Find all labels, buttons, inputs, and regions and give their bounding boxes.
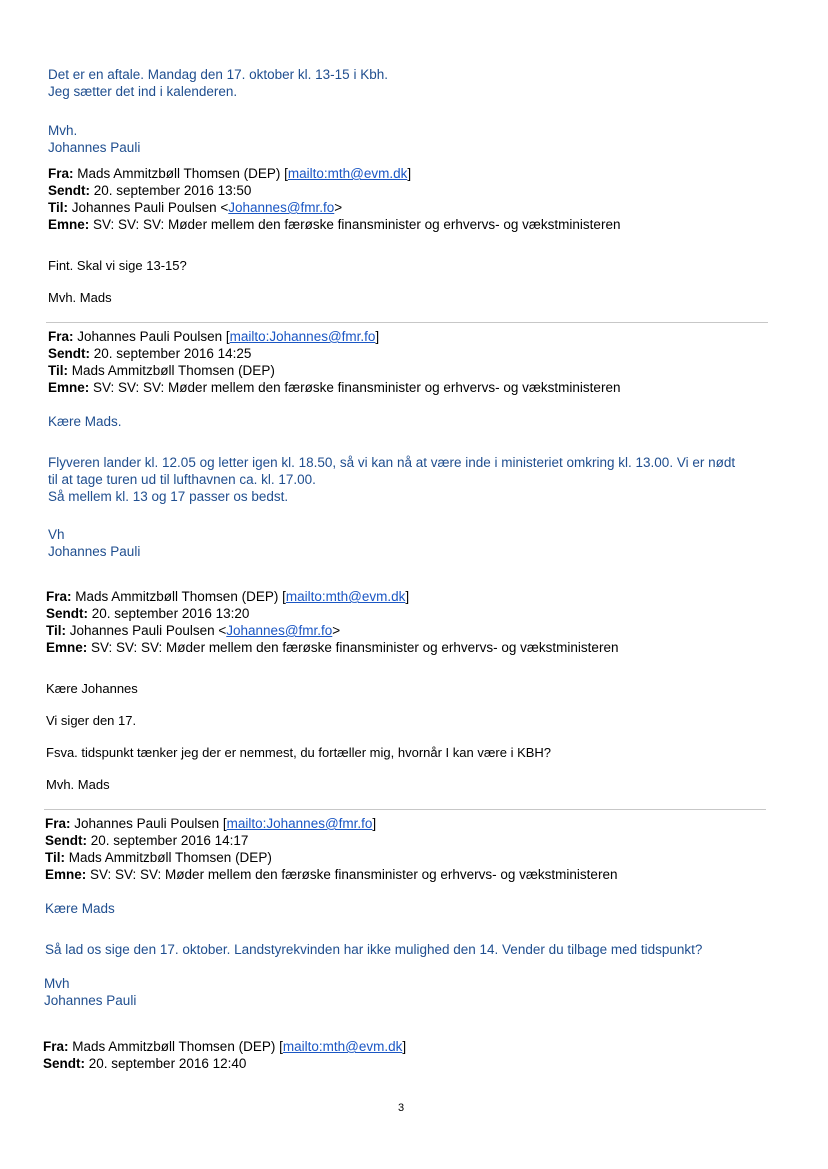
message-3-greeting: Kære Mads.	[48, 414, 122, 429]
subject-line	[46, 639, 618, 656]
subject-label: Emne:	[46, 640, 88, 655]
bracket: >	[332, 623, 341, 638]
subject-value: SV: SV: SV: Møder mellem den færøske finansminister og erhvervs- og vækstministeren	[93, 217, 621, 232]
from-label: Fra:	[48, 329, 74, 344]
email-header-3	[46, 588, 618, 656]
bracket: ]	[405, 589, 410, 604]
to-label: Til:	[48, 200, 68, 215]
mailto-link[interactable]: mailto:mth@evm.dk	[285, 589, 406, 604]
from-line	[43, 1038, 406, 1055]
email-header-5	[43, 1038, 406, 1072]
text-line: Johannes Pauli	[48, 544, 141, 559]
subject-line	[45, 866, 617, 883]
from-value: Mads Ammitzbøll Thomsen (DEP) [	[72, 1039, 283, 1054]
message-2-body: Fint. Skal vi sige 13-15?	[48, 258, 187, 273]
from-line	[46, 588, 618, 605]
from-value: Mads Ammitzbøll Thomsen (DEP) [	[77, 166, 288, 181]
to-value: Mads Ammitzbøll Thomsen (DEP)	[68, 850, 272, 865]
sent-line	[46, 605, 618, 622]
subject-label: Emne:	[45, 867, 87, 882]
message-1-signature	[48, 122, 140, 156]
sent-value: 20. september 2016 12:40	[88, 1056, 247, 1071]
bracket: ]	[402, 1039, 407, 1054]
to-line	[45, 849, 617, 866]
bracket: >	[334, 200, 343, 215]
text-line: Det er en aftale. Mandag den 17. oktober kl. 13-15 i Kbh.	[48, 67, 388, 82]
mailto-link[interactable]: mailto:mth@evm.dk	[282, 1039, 403, 1054]
message-1-body	[48, 66, 388, 100]
text-line: Så mellem kl. 13 og 17 passer os bedst.	[48, 489, 289, 504]
sent-label: Sendt:	[45, 833, 87, 848]
to-value: Mads Ammitzbøll Thomsen (DEP)	[71, 363, 275, 378]
sent-line	[48, 182, 620, 199]
text-line: Vh	[48, 527, 65, 542]
text-line: Mvh	[44, 976, 70, 991]
email-link[interactable]: Johannes@fmr.fo	[228, 200, 335, 215]
text-line: Jeg sætter det ind i kalenderen.	[48, 84, 238, 99]
sent-label: Sendt:	[43, 1056, 85, 1071]
to-label: Til:	[46, 623, 66, 638]
subject-label: Emne:	[48, 380, 90, 395]
from-label: Fra:	[43, 1039, 69, 1054]
subject-value: SV: SV: SV: Møder mellem den færøske finansminister og erhvervs- og vækstministeren	[90, 867, 618, 882]
subject-line	[48, 379, 620, 396]
to-value: Johannes Pauli Poulsen <	[69, 623, 227, 638]
divider	[46, 322, 768, 323]
message-4-signature: Mvh. Mads	[46, 777, 110, 792]
sent-value: 20. september 2016 13:20	[91, 606, 250, 621]
email-header-4	[45, 815, 617, 883]
from-line	[48, 328, 620, 345]
page-number: 3	[398, 1102, 405, 1114]
bracket: ]	[372, 816, 377, 831]
subject-label: Emne:	[48, 217, 90, 232]
email-link[interactable]: Johannes@fmr.fo	[226, 623, 333, 638]
mailto-link[interactable]: mailto:mth@evm.dk	[287, 166, 408, 181]
mailto-link[interactable]: mailto:Johannes@fmr.fo	[229, 329, 376, 344]
to-line	[48, 362, 620, 379]
text-line: Flyveren lander kl. 12.05 og letter igen kl. 18.50, så vi kan nå at være inde i ministeriet omkring kl. 13.00. Vi er nødt	[48, 455, 736, 470]
to-label: Til:	[48, 363, 68, 378]
from-value: Mads Ammitzbøll Thomsen (DEP) [	[75, 589, 286, 604]
message-3-body	[48, 454, 778, 505]
message-3-signature	[48, 526, 140, 560]
text-line: Johannes Pauli	[48, 140, 141, 155]
message-5-body: Så lad os sige den 17. oktober. Landstyrekvinden har ikke mulighed den 14. Vender du tilbage med tidspunkt?	[45, 942, 703, 957]
sent-value: 20. september 2016 14:17	[90, 833, 249, 848]
sent-line	[48, 345, 620, 362]
sent-line	[43, 1055, 406, 1072]
from-value: Johannes Pauli Poulsen [	[74, 816, 227, 831]
from-value: Johannes Pauli Poulsen [	[77, 329, 230, 344]
message-5-greeting: Kære Mads	[45, 901, 115, 916]
email-header-1	[48, 165, 620, 233]
text-line: til at tage turen ud til lufthavnen ca. kl. 17.00.	[48, 472, 316, 487]
to-value: Johannes Pauli Poulsen <	[71, 200, 229, 215]
to-line	[48, 199, 620, 216]
sent-value: 20. september 2016 13:50	[93, 183, 252, 198]
from-line	[48, 165, 620, 182]
subject-line	[48, 216, 620, 233]
from-label: Fra:	[45, 816, 71, 831]
message-4-line-2: Fsva. tidspunkt tænker jeg der er nemmest, du fortæller mig, hvornår I kan være i KBH?	[46, 745, 552, 760]
bracket: ]	[407, 166, 412, 181]
to-label: Til:	[45, 850, 65, 865]
message-4-line-1: Vi siger den 17.	[46, 713, 137, 728]
subject-value: SV: SV: SV: Møder mellem den færøske finansminister og erhvervs- og vækstministeren	[93, 380, 621, 395]
sent-label: Sendt:	[46, 606, 88, 621]
from-line	[45, 815, 617, 832]
to-line	[46, 622, 618, 639]
message-4-greeting: Kære Johannes	[46, 681, 138, 696]
message-2-signature: Mvh. Mads	[48, 290, 112, 305]
subject-value: SV: SV: SV: Møder mellem den færøske finansminister og erhvervs- og vækstministeren	[91, 640, 619, 655]
bracket: ]	[375, 329, 380, 344]
message-5-signature	[44, 975, 136, 1009]
from-label: Fra:	[46, 589, 72, 604]
sent-label: Sendt:	[48, 346, 90, 361]
email-header-2	[48, 328, 620, 396]
sent-line	[45, 832, 617, 849]
mailto-link[interactable]: mailto:Johannes@fmr.fo	[226, 816, 373, 831]
sent-value: 20. september 2016 14:25	[93, 346, 252, 361]
text-line: Mvh.	[48, 123, 78, 138]
from-label: Fra:	[48, 166, 74, 181]
text-line: Johannes Pauli	[44, 993, 137, 1008]
divider	[44, 809, 766, 810]
sent-label: Sendt:	[48, 183, 90, 198]
